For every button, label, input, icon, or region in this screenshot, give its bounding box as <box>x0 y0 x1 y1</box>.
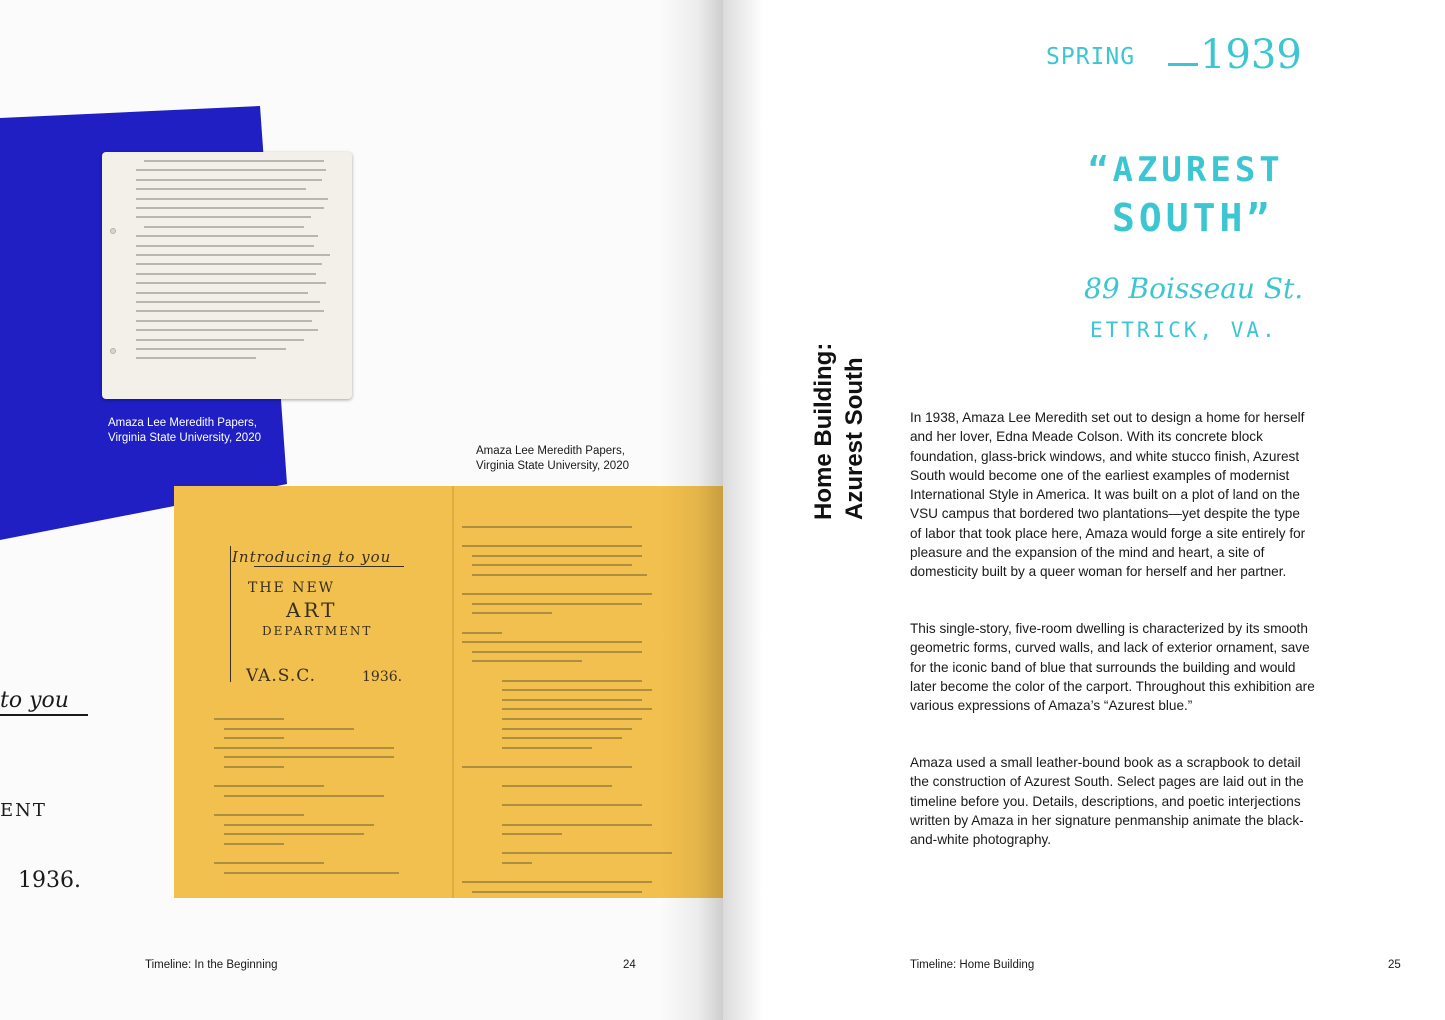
typed-line <box>472 574 647 576</box>
caption-yellow-doc <box>476 444 629 474</box>
handwritten-address: 89 Boisseau St. <box>1084 272 1304 305</box>
typed-line <box>224 872 399 874</box>
cropped-ent: ENT <box>0 800 47 821</box>
typed-line <box>214 747 394 749</box>
typed-line <box>502 718 642 720</box>
typed-line <box>224 795 384 797</box>
typed-line <box>224 756 394 758</box>
typed-line <box>462 881 652 883</box>
typed-line <box>472 651 642 653</box>
typed-line <box>472 564 632 566</box>
handwritten-city: ETTRICK, VA. <box>1090 318 1278 342</box>
caption-line: Amaza Lee Meredith Papers, <box>476 445 625 457</box>
typed-line <box>472 891 642 893</box>
typed-line <box>136 263 322 265</box>
typed-line <box>462 641 642 643</box>
typed-line <box>214 862 324 864</box>
handwritten-south: SOUTH” <box>1112 196 1274 240</box>
typed-line <box>472 555 642 557</box>
body-paragraph: In 1938, Amaza Lee Meredith set out to design a home for herself and her lover, Edna Meade Colson. With its concrete block foundation, glass-brick windows, and white stucco finish, Azurest South would become one of the earliest examples of modernist International Style in America. It was built on a plot of land on the VSU campus that bordered two plantations—yet despite the type of labor that took place here, Amaza would forge a site entirely for pleasure and the expansion of the mind and heart, a site of domesticity built by a queer woman for herself and her partner. <box>910 410 1306 580</box>
typed-line <box>136 188 306 190</box>
hand-underline <box>254 566 404 567</box>
cropped-underline <box>0 714 88 716</box>
typed-line <box>136 245 314 247</box>
typed-line <box>472 612 552 614</box>
flyer-vasc: VA.S.C. <box>246 666 317 686</box>
typed-line <box>214 718 284 720</box>
handwritten-azurest: “AZUREST <box>1088 150 1284 190</box>
running-footer-left: Timeline: In the Beginning <box>145 959 278 971</box>
typed-line <box>502 708 652 710</box>
typed-line <box>136 273 316 275</box>
flyer-art: ART <box>286 598 338 622</box>
typed-line <box>462 593 652 595</box>
typed-line <box>136 310 324 312</box>
typed-line <box>136 329 318 331</box>
typed-line <box>224 843 284 845</box>
typed-line <box>502 824 652 826</box>
typed-line <box>502 699 642 701</box>
typed-line <box>502 737 622 739</box>
handwritten-dash <box>1168 63 1198 66</box>
caption-line: Virginia State University, 2020 <box>476 460 629 472</box>
typed-line <box>214 785 324 787</box>
flyer-year: 1936. <box>362 669 403 685</box>
typed-line <box>224 833 364 835</box>
body-paragraph: This single-story, five-room dwelling is characterized by its smooth geometric forms, curved walls, and lack of exterior ornament, save for the iconic band of blue that surrounds the building and would later become the color of the carport. Throughout this exhibition are various expressions of Amaza’s “Azurest blue.” <box>910 621 1315 714</box>
typed-line <box>462 766 632 768</box>
typed-line <box>136 207 324 209</box>
typed-line <box>136 235 318 237</box>
typed-line <box>214 814 304 816</box>
typed-line <box>462 632 502 634</box>
body-paragraph: Amaza used a small leather-bound book as a scrapbook to detail the construction of Azurest South. Select pages are laid out in the timeline before you. Details, descriptions, and poetic interjections written by Amaza in her signature penmanship animate the black-and-white photography. <box>910 755 1304 848</box>
typed-line <box>144 226 304 228</box>
typed-line <box>136 216 311 218</box>
typed-line <box>462 545 642 547</box>
typed-line <box>136 282 326 284</box>
typed-line <box>502 862 532 864</box>
typed-line <box>136 301 320 303</box>
typed-line <box>136 348 286 350</box>
typed-line <box>224 766 284 768</box>
typed-line <box>462 526 632 528</box>
handwritten-spring: SPRING <box>1046 44 1136 70</box>
paper-fold <box>452 486 454 898</box>
flyer-department: DEPARTMENT <box>262 624 373 638</box>
binder-hole <box>110 228 116 234</box>
hand-drawn-bracket <box>230 546 236 682</box>
typed-line <box>472 603 642 605</box>
section-title-line: Home Building: <box>810 342 837 520</box>
typed-line <box>136 357 256 359</box>
typed-line <box>224 737 284 739</box>
caption-line: Virginia State University, 2020 <box>108 432 261 444</box>
typed-line <box>136 254 330 256</box>
gutter-shadow <box>723 0 763 1020</box>
typed-line <box>136 292 308 294</box>
typed-line <box>502 747 592 749</box>
typed-line <box>502 689 652 691</box>
typed-line <box>502 728 632 730</box>
typed-line <box>502 833 562 835</box>
page-number-left: 24 <box>623 959 636 971</box>
typed-line <box>136 320 312 322</box>
typed-line <box>144 160 324 162</box>
running-footer-right: Timeline: Home Building <box>910 959 1035 971</box>
flyer-the-new: THE NEW <box>248 580 336 596</box>
typed-line <box>136 179 322 181</box>
typed-line <box>224 728 354 730</box>
cropped-year: 1936. <box>18 868 81 893</box>
typed-line <box>136 169 326 171</box>
typed-line <box>224 824 374 826</box>
art-department-flyer <box>174 486 723 898</box>
gutter-shadow <box>660 0 723 1020</box>
typed-line <box>136 198 328 200</box>
page-number-right: 25 <box>1388 959 1401 971</box>
binder-hole <box>110 348 116 354</box>
typed-line <box>472 660 582 662</box>
cropped-to-you: to you <box>0 688 69 713</box>
typed-line <box>502 680 642 682</box>
typed-line <box>502 804 642 806</box>
caption-line: Amaza Lee Meredith Papers, <box>108 417 257 429</box>
typed-line <box>136 339 304 341</box>
typed-line <box>502 852 672 854</box>
flyer-intro: Introducing to you <box>232 548 392 566</box>
section-title-line: Azurest South <box>841 357 868 520</box>
section-title-vertical <box>808 290 870 520</box>
handwritten-year: 1939 <box>1200 32 1302 78</box>
typed-letter-photo <box>102 152 352 399</box>
caption-letter <box>108 416 261 446</box>
typed-line <box>502 785 612 787</box>
